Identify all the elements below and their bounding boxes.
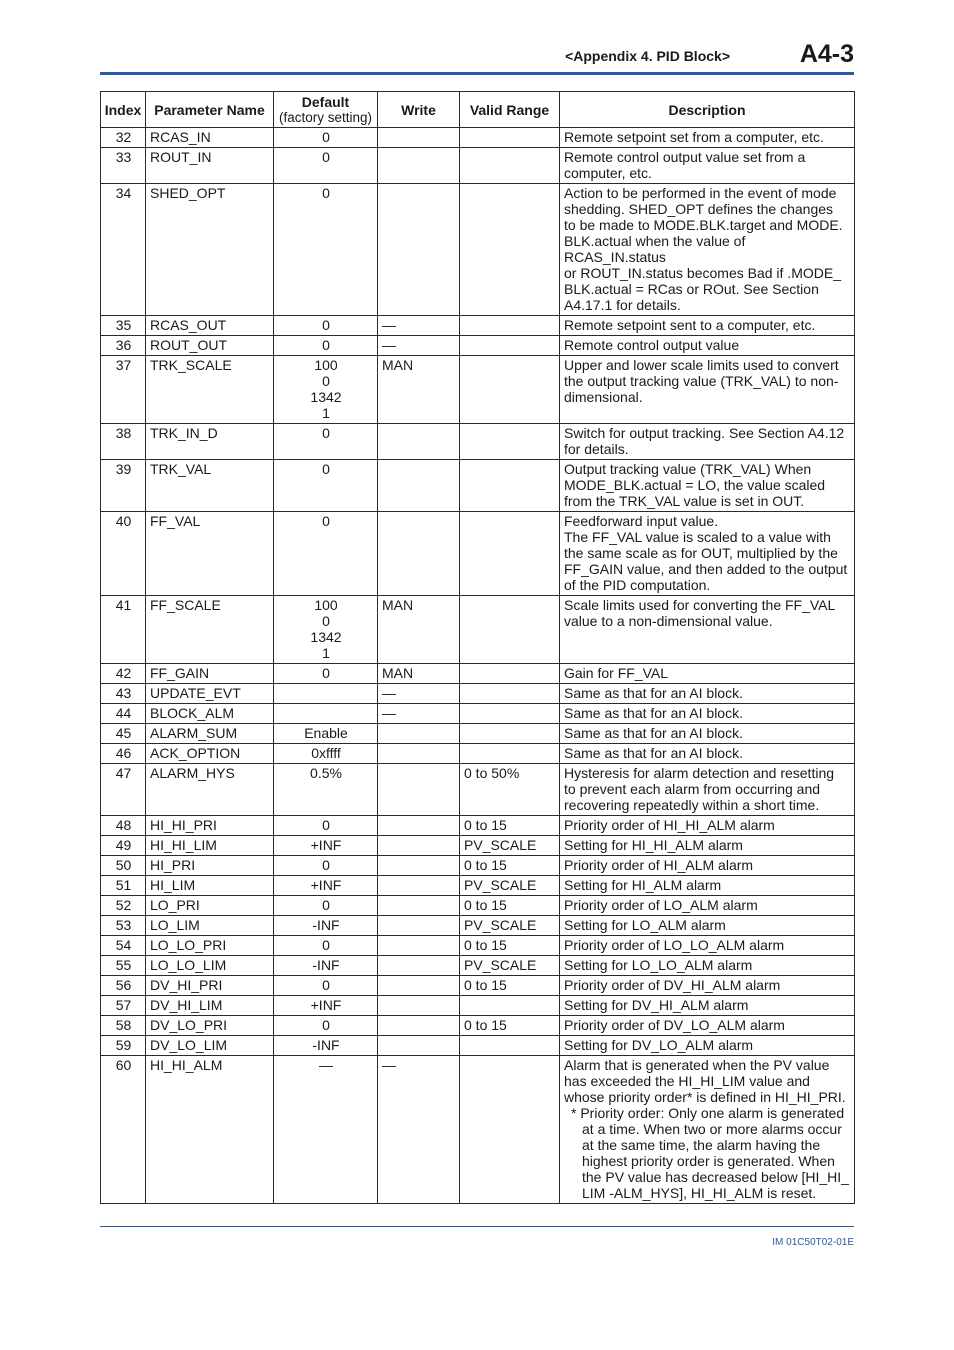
cell-write: [378, 1036, 460, 1056]
header-rule: [100, 72, 854, 75]
cell-valid-range: PV_SCALE: [460, 836, 560, 856]
cell-description: Priority order of DV_HI_ALM alarm: [560, 976, 855, 996]
cell-parameter-name: DV_HI_LIM: [146, 996, 274, 1016]
cell-write: [378, 816, 460, 836]
cell-parameter-name: HI_LIM: [146, 876, 274, 896]
cell-parameter-name: UPDATE_EVT: [146, 684, 274, 704]
section-header-label: <Appendix 4. PID Block>: [565, 48, 730, 64]
cell-valid-range: [460, 996, 560, 1016]
cell-default: 0: [274, 1016, 378, 1036]
cell-valid-range: [460, 664, 560, 684]
cell-default: +INF: [274, 876, 378, 896]
table-row: [101, 976, 855, 996]
table-row: [101, 356, 855, 424]
cell-parameter-name: HI_HI_PRI: [146, 816, 274, 836]
cell-write: —: [378, 704, 460, 724]
cell-write: [378, 956, 460, 976]
cell-valid-range: [460, 684, 560, 704]
cell-write: [378, 856, 460, 876]
cell-default: 0: [274, 128, 378, 148]
cell-index: 38: [101, 424, 146, 460]
cell-write: [378, 876, 460, 896]
table-row: [101, 816, 855, 836]
cell-parameter-name: RCAS_IN: [146, 128, 274, 148]
cell-valid-range: 0 to 15: [460, 936, 560, 956]
column-header-write: Write: [378, 92, 460, 128]
cell-write: —: [378, 336, 460, 356]
column-header-index: Index: [101, 92, 146, 128]
cell-valid-range: [460, 512, 560, 596]
cell-write: [378, 184, 460, 316]
cell-default: [274, 684, 378, 704]
cell-parameter-name: TRK_VAL: [146, 460, 274, 512]
cell-write: [378, 836, 460, 856]
cell-write: [378, 148, 460, 184]
cell-description: Output tracking value (TRK_VAL) When MODE_BLK.actual = LO, the value scaled from the TRK_VAL value is set in OUT.: [560, 460, 855, 512]
cell-index: 36: [101, 336, 146, 356]
cell-valid-range: 0 to 15: [460, 856, 560, 876]
cell-parameter-name: BLOCK_ALM: [146, 704, 274, 724]
cell-default: +INF: [274, 996, 378, 1016]
cell-valid-range: [460, 148, 560, 184]
cell-description: Priority order of LO_ALM alarm: [560, 896, 855, 916]
cell-index: 34: [101, 184, 146, 316]
cell-default: 0: [274, 856, 378, 876]
cell-valid-range: [460, 596, 560, 664]
cell-default: -INF: [274, 916, 378, 936]
cell-write: —: [378, 1056, 460, 1204]
table-row: [101, 956, 855, 976]
cell-default: 0: [274, 184, 378, 316]
cell-default: [274, 704, 378, 724]
cell-default: 0: [274, 512, 378, 596]
table-row: [101, 1036, 855, 1056]
footnote-text: * Priority order: Only one alarm is generated at a time. When two or more alarms occur at the same time, the alarm having the highest priority order is generated. When the PV value has decreased below [HI_HI_ LIM -ALM_HYS], HI_HI_ALM is reset.: [571, 1105, 849, 1201]
cell-valid-range: 0 to 15: [460, 896, 560, 916]
cell-description: Priority order of LO_LO_ALM alarm: [560, 936, 855, 956]
cell-description: Same as that for an AI block.: [560, 704, 855, 724]
cell-write: [378, 764, 460, 816]
cell-index: 40: [101, 512, 146, 596]
cell-parameter-name: DV_LO_PRI: [146, 1016, 274, 1036]
cell-description: Remote control output value set from a computer, etc.: [560, 148, 855, 184]
cell-parameter-name: FF_VAL: [146, 512, 274, 596]
cell-default: 0: [274, 316, 378, 336]
column-header-parameter-name: Parameter Name: [146, 92, 274, 128]
cell-valid-range: [460, 184, 560, 316]
cell-parameter-name: ALARM_SUM: [146, 724, 274, 744]
cell-description: Action to be performed in the event of mode shedding. SHED_OPT defines the changes to be made to MODE.BLK.target and MODE. BLK.actual when the value of RCAS_IN.status or ROUT_IN.status becomes Bad if .MODE_ BLK.actual = RCas or ROut. See Section A4.17.1 for details.: [560, 184, 855, 316]
cell-default: Enable: [274, 724, 378, 744]
cell-parameter-name: ROUT_IN: [146, 148, 274, 184]
cell-index: 32: [101, 128, 146, 148]
cell-index: 44: [101, 704, 146, 724]
cell-parameter-name: HI_PRI: [146, 856, 274, 876]
cell-parameter-name: RCAS_OUT: [146, 316, 274, 336]
cell-valid-range: [460, 316, 560, 336]
table-header-row: [101, 92, 855, 128]
cell-index: 57: [101, 996, 146, 1016]
table-row: [101, 744, 855, 764]
table-row: [101, 836, 855, 856]
cell-write: [378, 512, 460, 596]
cell-index: 47: [101, 764, 146, 816]
table-row: [101, 764, 855, 816]
cell-default: 0: [274, 148, 378, 184]
cell-write: [378, 896, 460, 916]
cell-parameter-name: SHED_OPT: [146, 184, 274, 316]
cell-description: Gain for FF_VAL: [560, 664, 855, 684]
cell-parameter-name: HI_HI_ALM: [146, 1056, 274, 1204]
table-row: [101, 128, 855, 148]
cell-description: Same as that for an AI block.: [560, 684, 855, 704]
cell-write: MAN: [378, 596, 460, 664]
column-header-description: Description: [560, 92, 855, 128]
column-header-default-sub: (factory setting): [278, 109, 373, 125]
column-header-valid-range: Valid Range: [460, 92, 560, 128]
cell-index: 46: [101, 744, 146, 764]
cell-default: -INF: [274, 1036, 378, 1056]
cell-valid-range: [460, 1056, 560, 1204]
cell-valid-range: [460, 704, 560, 724]
cell-write: [378, 1016, 460, 1036]
cell-description: Hysteresis for alarm detection and resetting to prevent each alarm from occurring and recovering repeatedly within a short time.: [560, 764, 855, 816]
cell-index: 43: [101, 684, 146, 704]
table-row: [101, 996, 855, 1016]
cell-valid-range: [460, 460, 560, 512]
column-header-default-label: Default: [301, 93, 350, 110]
table-row: [101, 876, 855, 896]
cell-write: [378, 916, 460, 936]
cell-index: 39: [101, 460, 146, 512]
cell-index: 35: [101, 316, 146, 336]
cell-index: 60: [101, 1056, 146, 1204]
cell-index: 51: [101, 876, 146, 896]
cell-index: 45: [101, 724, 146, 744]
cell-write: [378, 460, 460, 512]
page-number: A4-3: [799, 40, 854, 68]
table-row: [101, 148, 855, 184]
cell-index: 42: [101, 664, 146, 684]
cell-default: —: [274, 1056, 378, 1204]
cell-write: [378, 744, 460, 764]
cell-index: 53: [101, 916, 146, 936]
cell-write: [378, 996, 460, 1016]
cell-valid-range: 0 to 15: [460, 976, 560, 996]
cell-description: Scale limits used for converting the FF_VAL value to a non-dimensional value.: [560, 596, 855, 664]
cell-parameter-name: LO_LO_PRI: [146, 936, 274, 956]
cell-index: 55: [101, 956, 146, 976]
cell-parameter-name: DV_LO_LIM: [146, 1036, 274, 1056]
table-row: [101, 856, 855, 876]
cell-parameter-name: TRK_SCALE: [146, 356, 274, 424]
table-row: [101, 1016, 855, 1036]
cell-parameter-name: ACK_OPTION: [146, 744, 274, 764]
cell-description: Setting for LO_LO_ALM alarm: [560, 956, 855, 976]
cell-valid-range: PV_SCALE: [460, 916, 560, 936]
cell-description: Feedforward input value. The FF_VAL value is scaled to a value with the same scale as for OUT, multiplied by the FF_GAIN value, and then added to the output of the PID computation.: [560, 512, 855, 596]
cell-parameter-name: DV_HI_PRI: [146, 976, 274, 996]
cell-valid-range: 0 to 50%: [460, 764, 560, 816]
cell-default: 0: [274, 336, 378, 356]
cell-write: —: [378, 684, 460, 704]
cell-index: 59: [101, 1036, 146, 1056]
cell-description: Setting for LO_ALM alarm: [560, 916, 855, 936]
cell-default: 0: [274, 976, 378, 996]
table-row: [101, 704, 855, 724]
cell-index: 54: [101, 936, 146, 956]
cell-default: 100 0 1342 1: [274, 596, 378, 664]
cell-description: Setting for DV_LO_ALM alarm: [560, 1036, 855, 1056]
cell-default: 0: [274, 896, 378, 916]
cell-valid-range: 0 to 15: [460, 816, 560, 836]
cell-default: 0: [274, 424, 378, 460]
cell-default: +INF: [274, 836, 378, 856]
table-row: [101, 424, 855, 460]
cell-description: Setting for HI_HI_ALM alarm: [560, 836, 855, 856]
cell-valid-range: [460, 744, 560, 764]
cell-parameter-name: FF_GAIN: [146, 664, 274, 684]
cell-write: [378, 936, 460, 956]
cell-description: Same as that for an AI block.: [560, 744, 855, 764]
table-row: [101, 460, 855, 512]
cell-valid-range: 0 to 15: [460, 1016, 560, 1036]
cell-parameter-name: FF_SCALE: [146, 596, 274, 664]
cell-default: 0.5%: [274, 764, 378, 816]
cell-valid-range: [460, 128, 560, 148]
cell-description: Upper and lower scale limits used to convert the output tracking value (TRK_VAL) to non- dimensional.: [560, 356, 855, 424]
cell-default: 0: [274, 460, 378, 512]
cell-description: Remote setpoint sent to a computer, etc.: [560, 316, 855, 336]
cell-write: [378, 724, 460, 744]
table-row: [101, 184, 855, 316]
cell-index: 52: [101, 896, 146, 916]
cell-valid-range: [460, 424, 560, 460]
cell-index: 37: [101, 356, 146, 424]
cell-index: 33: [101, 148, 146, 184]
cell-write: —: [378, 316, 460, 336]
cell-valid-range: PV_SCALE: [460, 876, 560, 896]
cell-valid-range: PV_SCALE: [460, 956, 560, 976]
cell-default: 0: [274, 816, 378, 836]
table-row: [101, 316, 855, 336]
parameter-table: [100, 91, 855, 1204]
cell-write: [378, 976, 460, 996]
cell-default: 0: [274, 664, 378, 684]
table-row: [101, 664, 855, 684]
table-row: [101, 684, 855, 704]
column-header-default: [274, 92, 378, 128]
cell-description: Setting for DV_HI_ALM alarm: [560, 996, 855, 1016]
cell-parameter-name: LO_LIM: [146, 916, 274, 936]
cell-parameter-name: ALARM_HYS: [146, 764, 274, 816]
cell-description: Priority order of HI_HI_ALM alarm: [560, 816, 855, 836]
cell-description: Switch for output tracking. See Section A4.12 for details.: [560, 424, 855, 460]
cell-index: 41: [101, 596, 146, 664]
table-row: [101, 724, 855, 744]
cell-description: Setting for HI_ALM alarm: [560, 876, 855, 896]
cell-valid-range: [460, 336, 560, 356]
cell-index: 50: [101, 856, 146, 876]
table-row: [101, 596, 855, 664]
cell-default: 0xffff: [274, 744, 378, 764]
table-row: [101, 896, 855, 916]
cell-write: MAN: [378, 664, 460, 684]
footer-rule: [100, 1226, 854, 1227]
cell-default: 0: [274, 936, 378, 956]
cell-valid-range: [460, 1036, 560, 1056]
cell-write: MAN: [378, 356, 460, 424]
cell-description: Same as that for an AI block.: [560, 724, 855, 744]
table-row: [101, 1056, 855, 1204]
cell-write: [378, 128, 460, 148]
cell-valid-range: [460, 724, 560, 744]
table-row: [101, 936, 855, 956]
cell-parameter-name: LO_PRI: [146, 896, 274, 916]
cell-parameter-name: LO_LO_LIM: [146, 956, 274, 976]
cell-index: 49: [101, 836, 146, 856]
cell-default: -INF: [274, 956, 378, 976]
cell-parameter-name: TRK_IN_D: [146, 424, 274, 460]
document-id: IM 01C50T02-01E: [772, 1237, 854, 1248]
cell-description: [560, 1056, 855, 1204]
cell-description: Priority order of HI_ALM alarm: [560, 856, 855, 876]
cell-index: 48: [101, 816, 146, 836]
cell-default: 100 0 1342 1: [274, 356, 378, 424]
cell-description: Remote control output value: [560, 336, 855, 356]
table-row: [101, 916, 855, 936]
cell-write: [378, 424, 460, 460]
table-row: [101, 512, 855, 596]
cell-parameter-name: HI_HI_LIM: [146, 836, 274, 856]
cell-valid-range: [460, 356, 560, 424]
description-text: Alarm that is generated when the PV value has exceeded the HI_HI_LIM value and whose priority order* is defined in HI_HI_PRI.: [564, 1057, 846, 1105]
table-row: [101, 336, 855, 356]
cell-description: Priority order of DV_LO_ALM alarm: [560, 1016, 855, 1036]
cell-parameter-name: ROUT_OUT: [146, 336, 274, 356]
cell-index: 56: [101, 976, 146, 996]
cell-description: Remote setpoint set from a computer, etc.: [560, 128, 855, 148]
cell-index: 58: [101, 1016, 146, 1036]
